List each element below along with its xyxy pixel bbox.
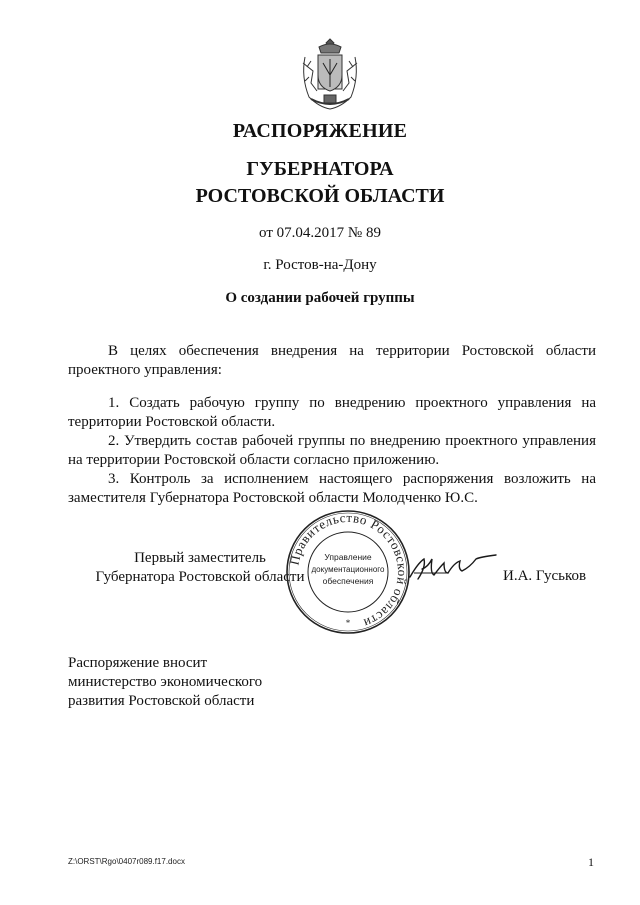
stamp-center-line-1: Управление (324, 552, 372, 562)
issuer-line-1: ГУБЕРНАТОРА (246, 158, 394, 180)
list-item-2: 2. Утвердить состав рабочей группы по внедрению проектного управления на территории Ростовской области согласно приложению. (68, 433, 596, 468)
issuer-line-2: РОСТОВСКОЙ ОБЛАСТИ (195, 185, 445, 207)
document-subject: О создании рабочей группы (225, 290, 415, 306)
signatory-position-line-2: Губернатора Ростовской области (95, 569, 305, 585)
handwritten-signature (406, 553, 498, 587)
list-item-3: 3. Контроль за исполнением настоящего распоряжения возложить на заместителя Губернатора Ростовской области Молодченко Ю.С. (68, 471, 596, 506)
stamp-center-line-2: документационного (311, 565, 385, 574)
coat-of-arms-emblem (297, 37, 363, 111)
list-item-1: 1. Создать рабочую группу по внедрению проектного управления на территории Ростовской области. (68, 395, 596, 430)
page-number: 1 (588, 855, 594, 869)
submitted-by-line-3: развития Ростовской области (68, 693, 255, 709)
svg-text:*: * (345, 618, 351, 628)
submitted-by-line-1: Распоряжение вносит (68, 655, 208, 671)
submitted-by-block (68, 654, 262, 711)
submitted-by-line-2: министерство экономического (68, 674, 263, 690)
stamp-ring-text: Правительство Ростовской области (286, 509, 411, 632)
signatory-name: И.А. Гуськов (503, 568, 587, 584)
document-type-heading: РАСПОРЯЖЕНИЕ (232, 120, 408, 142)
stamp-center-line-3: обеспечения (322, 576, 374, 586)
signatory-position-line-1: Первый заместитель (134, 550, 266, 566)
footer-file-path: Z:\ORST\Rgo\0407r089.f17.docx (68, 857, 185, 866)
official-stamp (284, 508, 412, 636)
document-date-number: от 07.04.2017 № 89 (259, 225, 381, 241)
intro-paragraph: В целях обеспечения внедрения на территории Ростовской области проектного управления: (68, 343, 596, 378)
document-city: г. Ростов-на-Дону (263, 257, 377, 273)
